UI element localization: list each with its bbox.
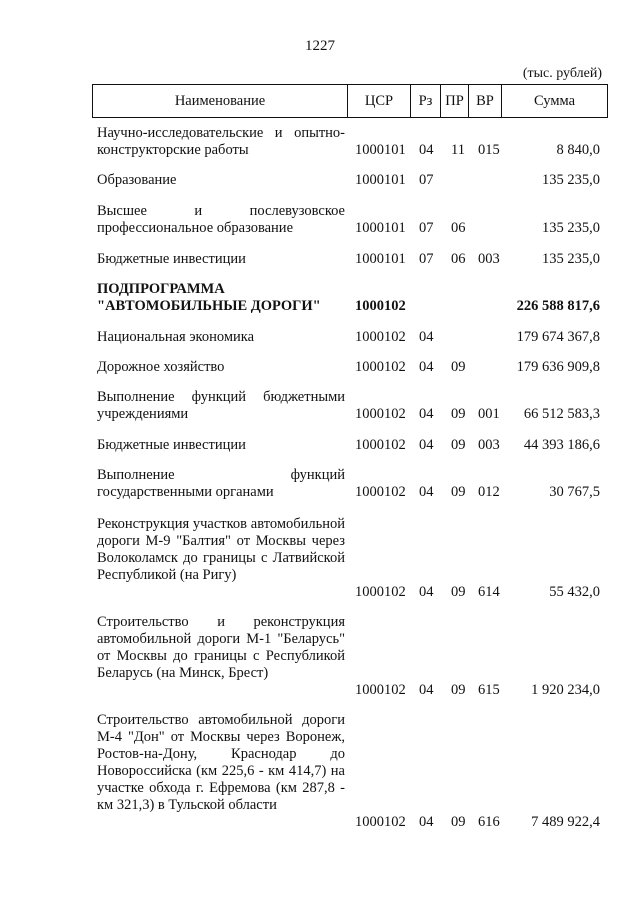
row-csr: 1000102 bbox=[355, 298, 406, 314]
row-sum: 7 489 922,4 bbox=[531, 814, 600, 830]
row-sum: 55 432,0 bbox=[549, 584, 600, 600]
row-rz: 04 bbox=[419, 814, 434, 830]
row-sum: 30 767,5 bbox=[549, 484, 600, 500]
row-vr: 015 bbox=[478, 142, 500, 158]
row-pr: 09 bbox=[451, 814, 466, 830]
row-pr: 06 bbox=[451, 220, 466, 236]
row-rz: 04 bbox=[419, 484, 434, 500]
header-csr: ЦСР bbox=[347, 85, 410, 117]
header-pr: ПР bbox=[440, 85, 468, 117]
row-name: Бюджетные инвестиции bbox=[97, 251, 246, 267]
row-csr: 1000101 bbox=[355, 142, 406, 158]
row-vr: 012 bbox=[478, 484, 500, 500]
row-vr: 001 bbox=[478, 406, 500, 422]
row-name: Высшее и послевузовское профессиональное образование bbox=[97, 203, 345, 236]
row-name: Национальная экономика bbox=[97, 329, 255, 345]
row-vr: 616 bbox=[478, 814, 500, 830]
row-name: Образование bbox=[97, 172, 177, 188]
header-sum: Сумма bbox=[501, 85, 607, 117]
row-pr: 09 bbox=[451, 437, 466, 453]
header-name: Наименование bbox=[174, 93, 266, 109]
row-rz: 04 bbox=[419, 329, 434, 345]
row-rz: 04 bbox=[419, 682, 434, 698]
header-vr: ВР bbox=[468, 85, 501, 117]
header-rz: Рз bbox=[410, 85, 440, 117]
row-rz: 04 bbox=[419, 142, 434, 158]
row-sum: 135 235,0 bbox=[542, 251, 600, 267]
row-rz: 04 bbox=[419, 406, 434, 422]
row-pr: 06 bbox=[451, 251, 466, 267]
row-pr: 09 bbox=[451, 406, 466, 422]
row-name: Строительство и реконструкция автомобильной дороги М-1 "Беларусь" от Москвы до границы с Республикой Беларусь (на Минск, Брест) bbox=[97, 614, 345, 681]
row-csr: 1000102 bbox=[355, 484, 406, 500]
row-csr: 1000102 bbox=[355, 359, 406, 375]
row-pr: 09 bbox=[451, 359, 466, 375]
subprogram-name: ПОДПРОГРАММА "АВТОМОБИЛЬНЫЕ ДОРОГИ" bbox=[97, 281, 321, 314]
units-label: (тыс. рублей) bbox=[522, 66, 602, 81]
row-vr: 614 bbox=[478, 584, 500, 600]
row-name: Реконструкция участков автомобильной дороги М-9 "Балтия" от Москвы через Волоколамск до границы с Латвийской Республикой (на Ригу) bbox=[97, 516, 345, 583]
row-csr: 1000102 bbox=[355, 814, 406, 830]
row-name: Дорожное хозяйство bbox=[97, 359, 225, 375]
row-csr: 1000101 bbox=[355, 251, 406, 267]
row-rz: 04 bbox=[419, 359, 434, 375]
row-name: Научно-исследовательские и опытно-конструкторские работы bbox=[97, 125, 345, 158]
row-rz: 07 bbox=[419, 251, 434, 267]
table-header bbox=[92, 84, 608, 118]
row-sum: 8 840,0 bbox=[556, 142, 600, 158]
page-number: 1227 bbox=[305, 38, 335, 54]
row-vr: 003 bbox=[478, 251, 500, 267]
row-sum: 179 674 367,8 bbox=[516, 329, 600, 345]
row-name: Строительство автомобильной дороги М-4 "Дон" от Москвы через Воронеж, Ростов-на-Дону, Краснодар до Новороссийска (км 225,6 - км 414,7) на участке обхода г. Ефремова (км 287,8 - км 321,3) в Тульской области bbox=[97, 712, 345, 813]
row-vr: 615 bbox=[478, 682, 500, 698]
row-csr: 1000102 bbox=[355, 437, 406, 453]
row-sum: 44 393 186,6 bbox=[523, 437, 600, 453]
row-pr: 11 bbox=[451, 142, 465, 158]
row-pr: 09 bbox=[451, 484, 466, 500]
row-name: Бюджетные инвестиции bbox=[97, 437, 246, 453]
row-vr: 003 bbox=[478, 437, 500, 453]
row-csr: 1000102 bbox=[355, 406, 406, 422]
row-sum: 1 920 234,0 bbox=[531, 682, 600, 698]
row-pr: 09 bbox=[451, 682, 466, 698]
row-rz: 04 bbox=[419, 437, 434, 453]
row-rz: 07 bbox=[419, 172, 434, 188]
row-csr: 1000102 bbox=[355, 682, 406, 698]
row-name: Выполнение функций государственными органами bbox=[97, 467, 345, 500]
row-csr: 1000102 bbox=[355, 584, 406, 600]
row-csr: 1000101 bbox=[355, 172, 406, 188]
row-rz: 04 bbox=[419, 584, 434, 600]
row-sum: 135 235,0 bbox=[542, 220, 600, 236]
row-sum: 135 235,0 bbox=[542, 172, 600, 188]
row-rz: 07 bbox=[419, 220, 434, 236]
row-sum: 226 588 817,6 bbox=[516, 298, 600, 314]
row-pr: 09 bbox=[451, 584, 466, 600]
row-csr: 1000102 bbox=[355, 329, 406, 345]
row-name: Выполнение функций бюджетными учреждениями bbox=[97, 389, 345, 422]
row-csr: 1000101 bbox=[355, 220, 406, 236]
row-sum: 66 512 583,3 bbox=[523, 406, 600, 422]
row-sum: 179 636 909,8 bbox=[516, 359, 600, 375]
